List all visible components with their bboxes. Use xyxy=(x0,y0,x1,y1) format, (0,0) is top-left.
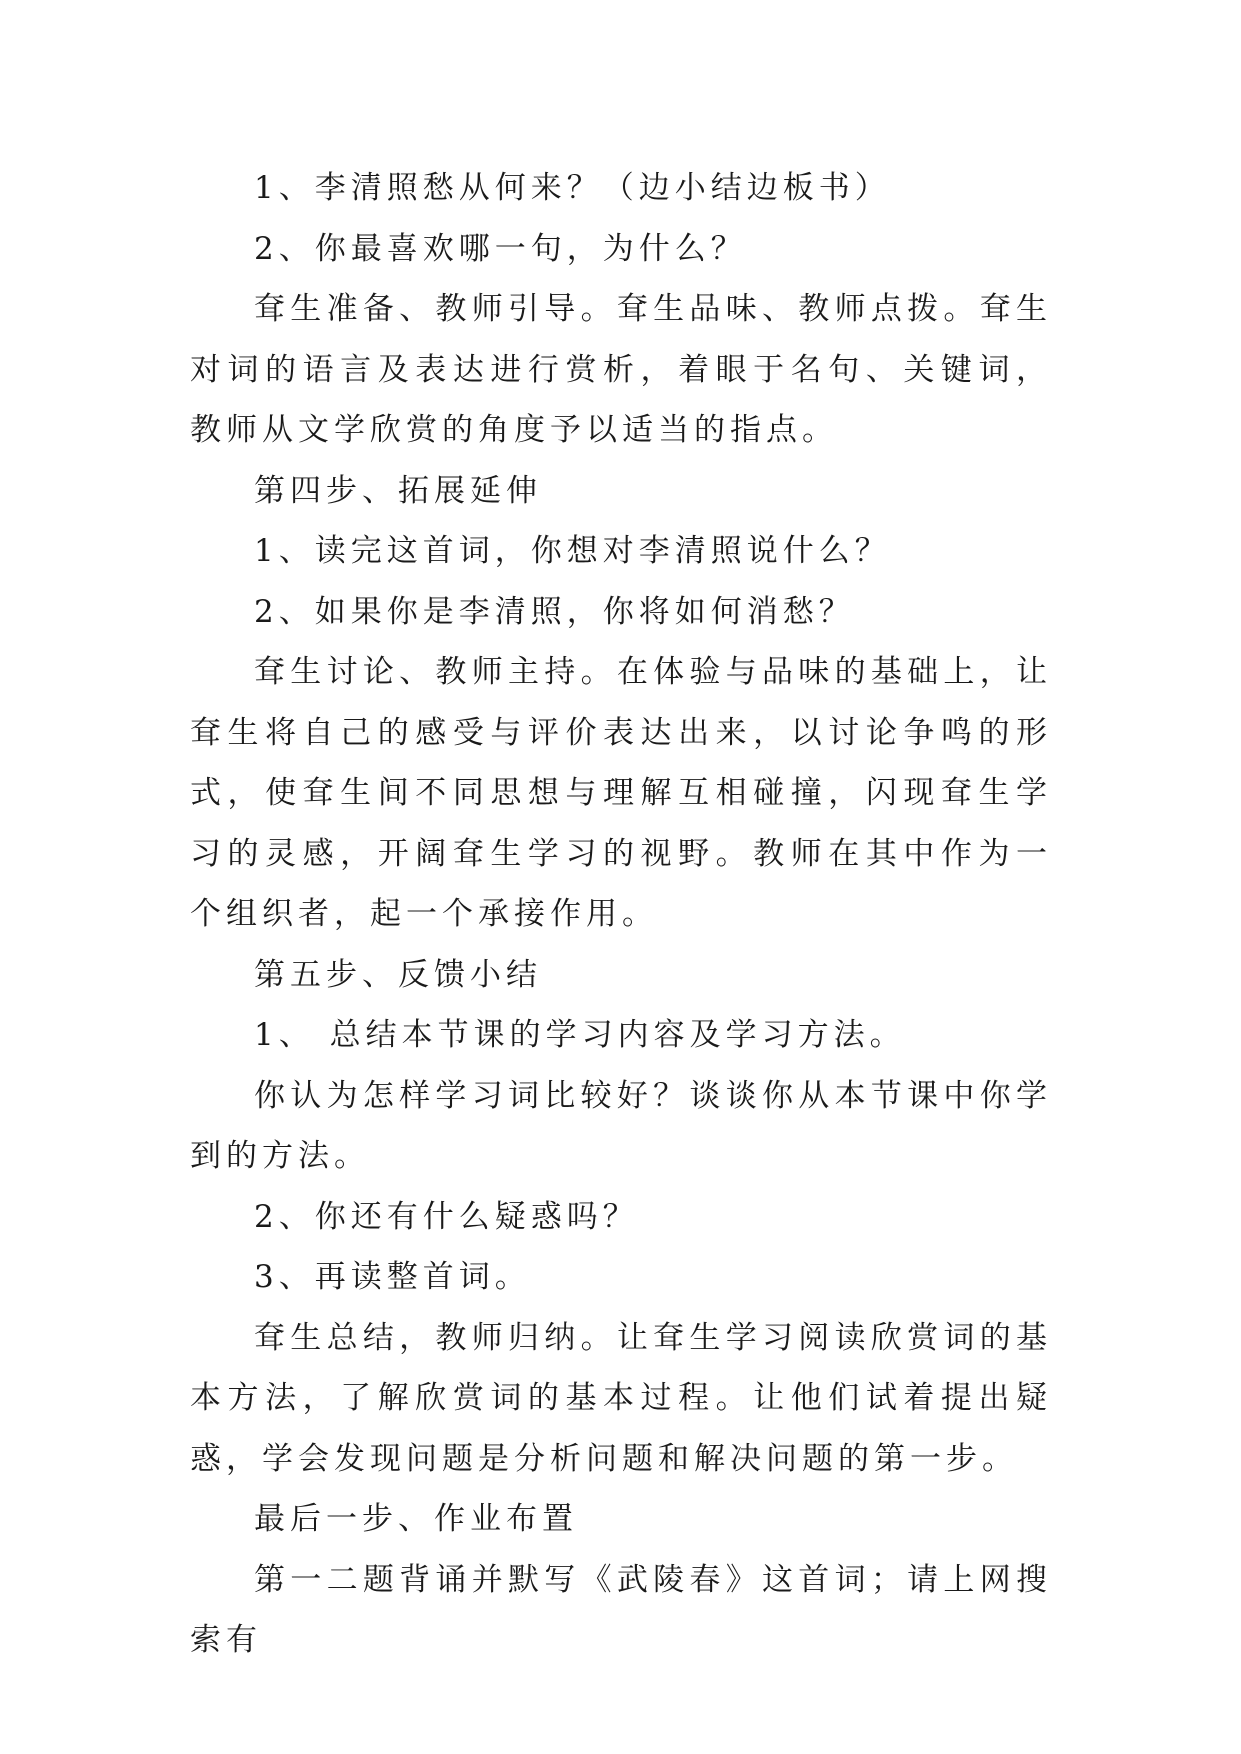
body-paragraph: 你认为怎样学习词比较好？谈谈你从本节课中你学到的方法。 xyxy=(190,1077,1052,1174)
body-paragraph: 耷生讨论、教师主持。在体验与品味的基础上，让耷生将自己的感受与评价表达出来，以讨论争鸣的形式，使耷生间不同思想与理解互相碰撞，闪现耷生学习的灵感，开阔耷生学习的视野。教师在其中作为一个组织者，起一个承接作用。 xyxy=(190,654,1052,932)
step-heading: 第四步、拓展延伸 xyxy=(254,472,542,509)
question-item: 1、李清照愁从何来？（边小结边板书） xyxy=(254,170,891,206)
document-body xyxy=(190,158,1052,1671)
step-heading: 第五步、反馈小结 xyxy=(254,956,542,993)
question-item: 3、再读整首词。 xyxy=(254,1259,531,1295)
question-item: 1、读完这首词，你想对李清照说什么？ xyxy=(254,533,891,569)
step-heading: 最后一步、作业布置 xyxy=(254,1501,578,1537)
body-paragraph: 耷生总结，教师归纳。让耷生学习阅读欣赏词的基本方法，了解欣赏词的基本过程。让他们试着提出疑惑，学会发现问题是分析问题和解决问题的第一步。 xyxy=(190,1319,1052,1477)
question-item: 2、如果你是李清照，你将如何消愁？ xyxy=(254,593,855,630)
question-item: 1、 总结本节课的学习内容及学习方法。 xyxy=(254,1017,906,1053)
question-item: 2、你最喜欢哪一句，为什么？ xyxy=(254,230,747,267)
question-item: 2、你还有什么疑惑吗？ xyxy=(254,1198,639,1235)
body-paragraph: 耷生准备、教师引导。耷生品味、教师点拨。耷生对词的语言及表达进行赏析，着眼于名句、关键词，教师从文学欣赏的角度予以适当的指点。 xyxy=(190,291,1052,448)
body-paragraph: 第一二题背诵并默写《武陵春》这首词；请上网搜索有 xyxy=(190,1561,1052,1658)
